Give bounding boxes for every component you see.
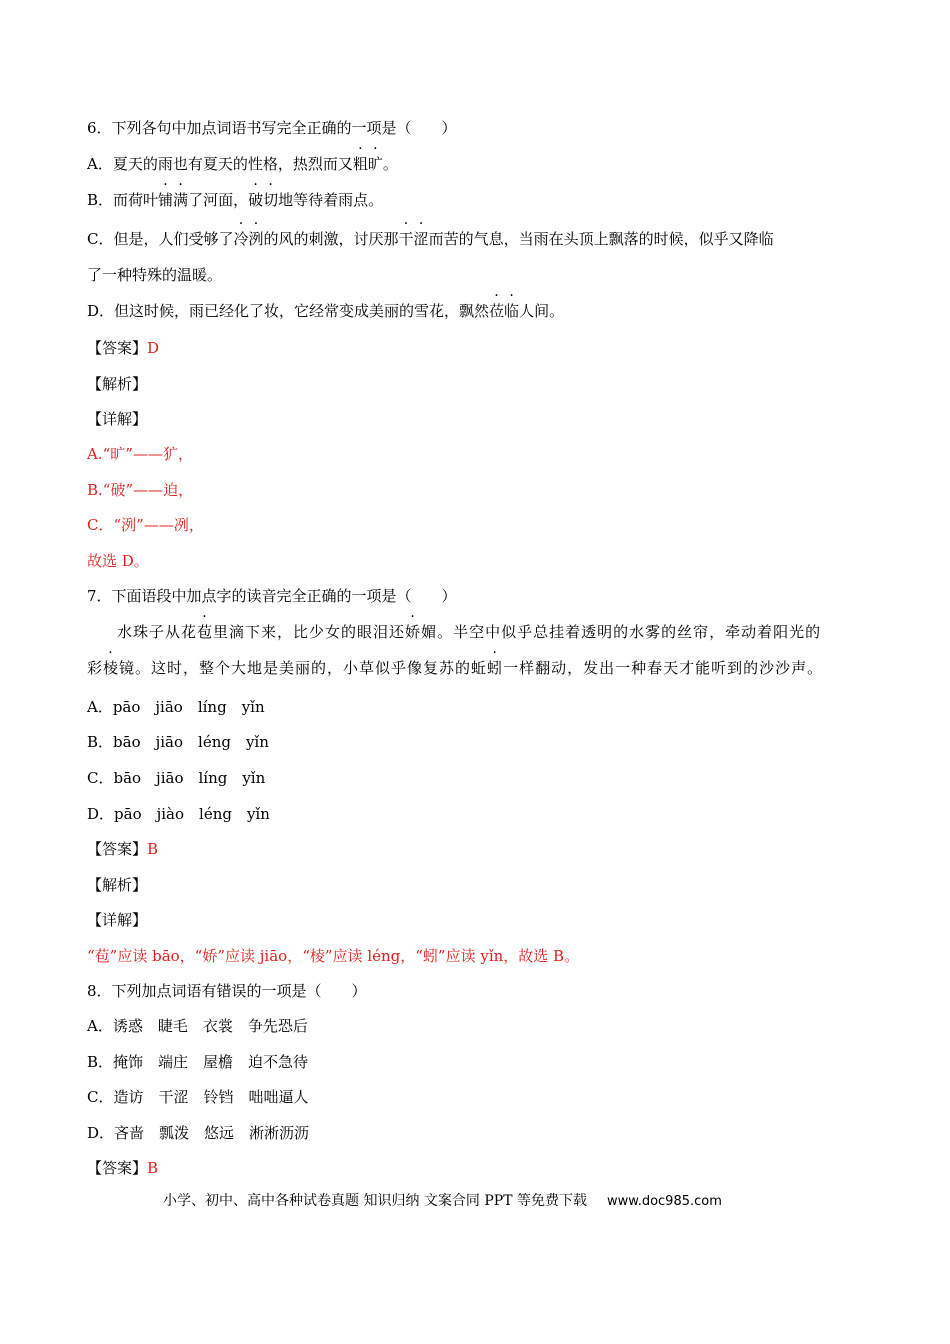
- q8-answer: 【答案】B: [87, 1159, 159, 1177]
- q6-answer: 【答案】D: [87, 339, 160, 357]
- q7-stem: 7．下面语段中加点字的读音完全正确的一项是（ ）: [87, 587, 457, 605]
- dotted-char: 干: [398, 230, 414, 248]
- dotted-char: 蚓: [487, 659, 504, 677]
- q6-detail-line: C．“洌”——冽，: [87, 516, 204, 534]
- footer-site-link[interactable]: www.doc985.com: [606, 1194, 722, 1209]
- dotted-char: 临: [504, 302, 520, 320]
- q7-option-b: B．bāo jiāo léng yǐn: [87, 733, 269, 751]
- dotted-char: 洌: [248, 230, 264, 248]
- q6-option-a: A．夏天的雨也有夏天的性格，热烈而又粗旷。: [87, 155, 398, 173]
- dotted-char: 切: [263, 191, 279, 209]
- q7-passage-line-2: 彩棱镜。这时，整个大地是美丽的，小草似乎像复苏的蚯蚓一样翻动，发出一种春天才能听到的沙沙声。: [87, 659, 824, 677]
- q6-analysis-heading: 【解析】: [87, 375, 148, 393]
- q7-option-c: C．bāo jiāo líng yǐn: [87, 769, 266, 787]
- q8-option-a: A．诱惑 睫毛 衣裳 争先恐后: [87, 1017, 308, 1035]
- q7-option-d: D．pāo jiào léng yǐn: [87, 805, 270, 823]
- footer-text: 小学、初中、高中各种试卷真题 知识归纳 文案合同 PPT 等免费下载: [163, 1193, 587, 1209]
- q7-passage-line-1: 水珠子从花苞里滴下来，比少女的眼泪还娇媚。半空中似乎总挂着透明的水雾的丝帘，牵动着阳光的: [117, 623, 822, 641]
- dotted-char: 破: [248, 191, 264, 209]
- q7-analysis-heading: 【解析】: [87, 876, 148, 894]
- dotted-char: 铺: [158, 191, 174, 209]
- dotted-char: 粗: [352, 155, 368, 173]
- q6-option-b: B．而荷叶铺满了河面，破切地等待着雨点。: [87, 191, 384, 209]
- q7-option-a: A．pāo jiāo líng yǐn: [87, 698, 265, 716]
- dotted-char: 苞: [197, 623, 214, 641]
- q6-detail-line: B.“破”——迫，: [87, 481, 194, 499]
- q6-option-c-cont: 了一种特殊的温暖。: [87, 266, 223, 284]
- q7-answer: 【答案】B: [87, 840, 159, 858]
- q6-detail-heading: 【详解】: [87, 410, 148, 428]
- dotted-char: 棱: [103, 659, 120, 677]
- dotted-char: 娇: [405, 623, 422, 641]
- q8-stem: 8．下列加点词语有错误的一项是（ ）: [87, 982, 367, 1000]
- dotted-char: 旷: [367, 155, 383, 173]
- q6-detail-line: A.“旷”——犷，: [87, 445, 193, 463]
- q8-option-d: D．吝啬 瓢泼 悠远 淅淅沥沥: [87, 1124, 310, 1142]
- page-footer: [163, 1191, 722, 1212]
- q8-option-c: C．造访 干涩 铃铛 咄咄逼人: [87, 1088, 309, 1106]
- q8-option-b: B．掩饰 端庄 屋檐 迫不急待: [87, 1053, 309, 1071]
- q6-stem: 6．下列各句中加点词语书写完全正确的一项是（ ）: [87, 119, 457, 137]
- dotted-char: 涩: [413, 230, 429, 248]
- dotted-char: 满: [173, 191, 189, 209]
- q6-option-c: C．但是，人们受够了冷洌的风的刺激，讨厌那干涩而苦的气息，当雨在头顶上飘落的时候，似乎又降临: [87, 230, 774, 248]
- q6-option-d: D．但这时候，雨已经化了妆，它经常变成美丽的雪花，飘然莅临人间。: [87, 302, 565, 320]
- dotted-char: 莅: [489, 302, 505, 320]
- q7-detail-text: “苞”应读 bāo，“娇”应读 jiāo，“棱”应读 léng，“蚓”应读 yǐn，故选 B。: [87, 947, 580, 965]
- q6-detail-line: 故选 D。: [87, 552, 149, 570]
- dotted-char: 冷: [233, 230, 249, 248]
- q7-detail-heading: 【详解】: [87, 911, 148, 929]
